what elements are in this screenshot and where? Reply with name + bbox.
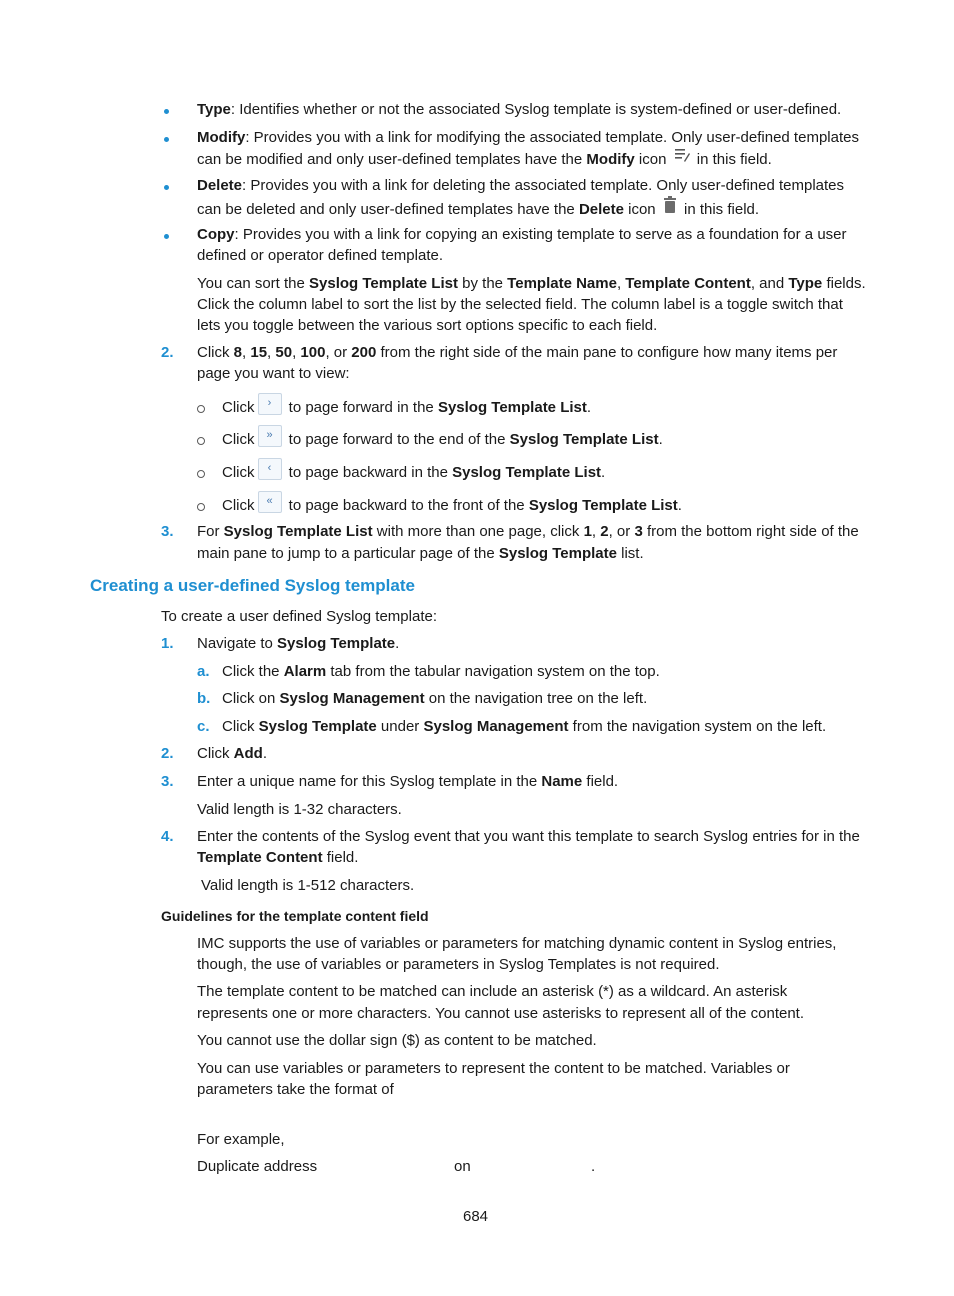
create-step3-note: Valid length is 1-32 characters. bbox=[197, 801, 402, 818]
guideline-p4-line2: parameters take the format of bbox=[197, 1081, 394, 1098]
create-step2: Click Add. bbox=[197, 745, 268, 762]
bullet-copy-line2: defined or operator defined template. bbox=[197, 247, 443, 264]
create-step4-note: Valid length is 1-512 characters. bbox=[201, 877, 415, 894]
section-heading: Creating a user-defined Syslog template bbox=[90, 576, 415, 595]
bullet-dot bbox=[164, 109, 169, 114]
intro-text: To create a user defined Syslog template: bbox=[161, 608, 437, 625]
substep-letter: a. bbox=[197, 663, 210, 680]
sort-para-line3: lets you toggle between the various sort options specific to each field. bbox=[197, 317, 658, 334]
sort-para-line2: Click the column label to sort the list by the selected field. The column label is a toggle switch that bbox=[197, 296, 843, 313]
last-page-icon: » bbox=[258, 425, 282, 447]
sub-bullet-circle bbox=[197, 503, 205, 511]
guideline-p5: For example, bbox=[197, 1131, 285, 1148]
create-step1: Navigate to Syslog Template. bbox=[197, 635, 400, 652]
prev-page-icon: ‹ bbox=[258, 458, 282, 480]
guideline-p6-b: on bbox=[454, 1158, 471, 1175]
step3-line1: For Syslog Template List with more than one page, click 1, 2, or 3 from the bottom right side of the bbox=[197, 523, 859, 540]
step2-line1: Click 8, 15, 50, 100, or 200 from the right side of the main pane to configure how many items per bbox=[197, 344, 838, 361]
step-number: 1. bbox=[161, 635, 174, 652]
create-step1b: Click on Syslog Management on the navigation tree on the left. bbox=[222, 690, 648, 707]
bullet-dot bbox=[164, 137, 169, 142]
bullet-delete-line2: can be deleted and only user-defined templates have the Delete icon in this field. bbox=[197, 198, 759, 222]
guideline-p2-line2: represents one or more characters. You cannot use asterisks to represent all of the content. bbox=[197, 1005, 805, 1022]
bullet-delete-line1: Delete: Provides you with a link for deleting the associated template. Only user-defined templates bbox=[197, 177, 845, 194]
bullet-modify-line1: Modify: Provides you with a link for modifying the associated template. Only user-defined templates bbox=[197, 129, 859, 146]
bullet-copy-line1: Copy: Provides you with a link for copying an existing template to serve as a foundation for a user bbox=[197, 226, 847, 243]
step-number: 2. bbox=[161, 344, 174, 361]
substep-letter: b. bbox=[197, 690, 211, 707]
create-step1a: Click the Alarm tab from the tabular navigation system on the top. bbox=[222, 663, 660, 680]
page-forward-item: Click › to page forward in the Syslog Template List. bbox=[222, 397, 591, 419]
modify-icon bbox=[674, 147, 690, 169]
create-step4-line2: Template Content field. bbox=[197, 849, 359, 866]
sub-bullet-circle bbox=[197, 470, 205, 478]
create-step4-line1: Enter the contents of the Syslog event that you want this template to search Syslog entries for in the bbox=[197, 828, 860, 845]
page-number: 684 bbox=[463, 1208, 489, 1225]
trash-icon bbox=[663, 196, 677, 220]
sub-bullet-circle bbox=[197, 437, 205, 445]
guideline-p3: You cannot use the dollar sign ($) as content to be matched. bbox=[197, 1032, 597, 1049]
guideline-p6-c: . bbox=[591, 1158, 596, 1175]
guideline-p6-a: Duplicate address bbox=[197, 1158, 318, 1175]
bullet-dot bbox=[164, 185, 169, 190]
step2-line2: page you want to view: bbox=[197, 365, 350, 382]
next-page-icon: › bbox=[258, 393, 282, 415]
guideline-p1-line1: IMC supports the use of variables or parameters for matching dynamic content in Syslog entries, bbox=[197, 935, 837, 952]
guideline-p4-line1: You can use variables or parameters to represent the content to be matched. Variables or bbox=[197, 1060, 790, 1077]
step-number: 4. bbox=[161, 828, 174, 845]
substep-letter: c. bbox=[197, 718, 210, 735]
sub-bullet-circle bbox=[197, 405, 205, 413]
create-step1c: Click Syslog Template under Syslog Management from the navigation system on the left. bbox=[222, 718, 827, 735]
guidelines-heading: Guidelines for the template content field bbox=[161, 908, 429, 924]
step-number: 2. bbox=[161, 745, 174, 762]
bullet-type: Type: Identifies whether or not the associated Syslog template is system-defined or user-defined. bbox=[197, 101, 842, 118]
step-number: 3. bbox=[161, 773, 174, 790]
create-step3: Enter a unique name for this Syslog template in the Name field. bbox=[197, 773, 619, 790]
step-number: 3. bbox=[161, 523, 174, 540]
guideline-p1-line2: though, the use of variables or parameters in Syslog Templates is not required. bbox=[197, 956, 720, 973]
page-back-item: Click ‹ to page backward in the Syslog Template List. bbox=[222, 462, 605, 484]
bullet-modify-line2: can be modified and only user-defined templates have the Modify icon in this field. bbox=[197, 149, 772, 171]
sort-para-line1: You can sort the Syslog Template List by the Template Name, Template Content, and Type fields. bbox=[197, 275, 866, 292]
first-page-icon: « bbox=[258, 491, 282, 513]
step3-line2: main pane to jump to a particular page of the Syslog Template list. bbox=[197, 545, 644, 562]
guideline-p2-line1: The template content to be matched can include an asterisk (*) as a wildcard. An asterisk bbox=[197, 983, 788, 1000]
page-last-item: Click » to page forward to the end of the Syslog Template List. bbox=[222, 429, 663, 451]
bullet-dot bbox=[164, 234, 169, 239]
page-first-item: Click « to page backward to the front of the Syslog Template List. bbox=[222, 495, 682, 517]
